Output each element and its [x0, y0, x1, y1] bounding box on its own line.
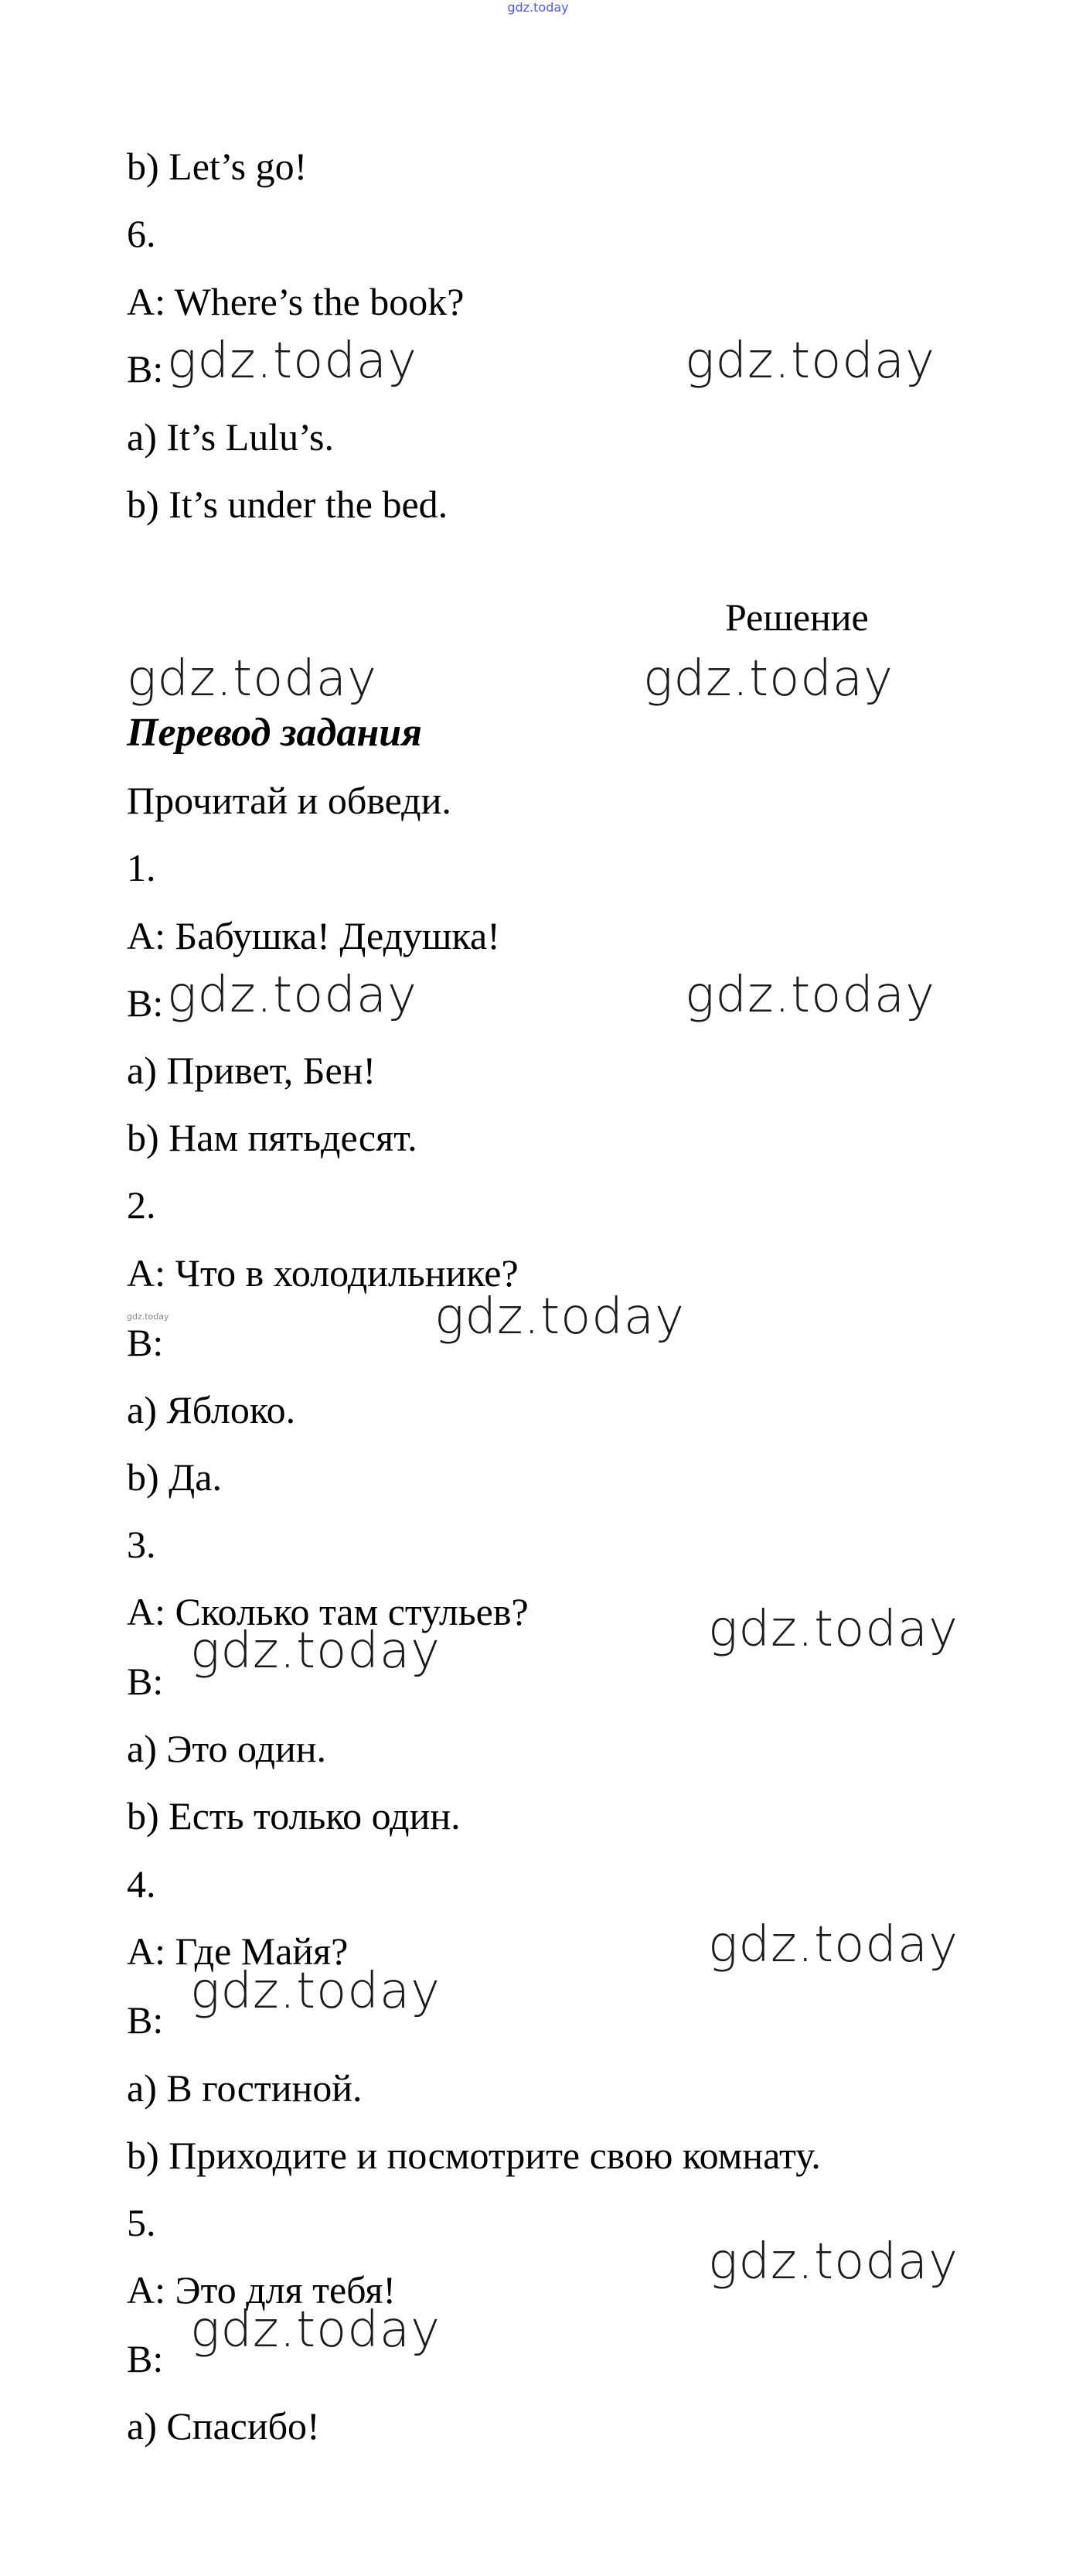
watermark: gdz.today	[190, 2301, 441, 2359]
answer-option-a: a) Привет, Бен!	[127, 1049, 376, 1092]
watermark-small: gdz.today	[127, 1312, 169, 1322]
watermark: gdz.today	[685, 967, 935, 1024]
question-number: 2.	[127, 1183, 156, 1227]
dialog-line-a: A: Бабушка! Дедушка!	[127, 914, 500, 957]
answer-option-a: a) Яблоко.	[127, 1388, 296, 1431]
site-watermark-top: gdz.today	[507, 0, 569, 15]
dialog-line-b: B:	[127, 2337, 164, 2380]
watermark: gdz.today	[643, 650, 894, 708]
dialog-line-b: B:	[127, 981, 164, 1025]
answer-option-a: a) В гостиной.	[127, 2066, 363, 2110]
watermark: gdz.today	[708, 1916, 959, 1974]
dialog-line-b: B:	[127, 1998, 164, 2042]
answer-option-b: b) It’s under the bed.	[127, 483, 448, 526]
dialog-line-b: B:	[127, 1321, 164, 1364]
solution-heading: Решение	[725, 595, 869, 639]
dialog-line-a: A: Где Майя?	[127, 1929, 349, 1973]
answer-option-b: b) Let’s go!	[127, 145, 308, 188]
answer-option-b: b) Нам пятьдесят.	[127, 1116, 417, 1159]
question-number: 1.	[127, 846, 156, 889]
dialog-line-a: A: Что в холодильнике?	[127, 1251, 519, 1295]
watermark: gdz.today	[190, 1622, 441, 1680]
dialog-line-a: A: Это для тебя!	[127, 2268, 396, 2312]
watermark: gdz.today	[708, 1601, 959, 1658]
watermark: gdz.today	[167, 967, 417, 1024]
watermark: gdz.today	[708, 2233, 959, 2291]
answer-option-b: b) Да.	[127, 1455, 222, 1499]
watermark: gdz.today	[167, 333, 417, 390]
translation-instruction: Прочитай и обведи.	[127, 779, 451, 822]
dialog-line-a: A: Where’s the book?	[127, 280, 465, 323]
question-number: 4.	[127, 1862, 156, 1906]
watermark: gdz.today	[685, 333, 935, 390]
question-number: 3.	[127, 1523, 156, 1566]
dialog-line-b: B:	[127, 347, 164, 391]
question-number: 6.	[127, 212, 156, 255]
answer-option-a: a) Спасибо!	[127, 2404, 320, 2448]
question-number: 5.	[127, 2201, 156, 2244]
watermark: gdz.today	[434, 1288, 685, 1346]
dialog-line-b: B:	[127, 1660, 164, 1703]
translation-title: Перевод задания	[127, 711, 422, 755]
answer-option-b: b) Приходите и посмотрите свою комнату.	[127, 2134, 821, 2177]
dialog-line-a: A: Сколько там стульев?	[127, 1590, 529, 1633]
watermark: gdz.today	[127, 650, 377, 708]
watermark: gdz.today	[190, 1963, 441, 2020]
answer-option-a: a) Это один.	[127, 1727, 327, 1770]
answer-option-a: a) It’s Lulu’s.	[127, 415, 335, 459]
answer-option-b: b) Есть только один.	[127, 1794, 461, 1837]
